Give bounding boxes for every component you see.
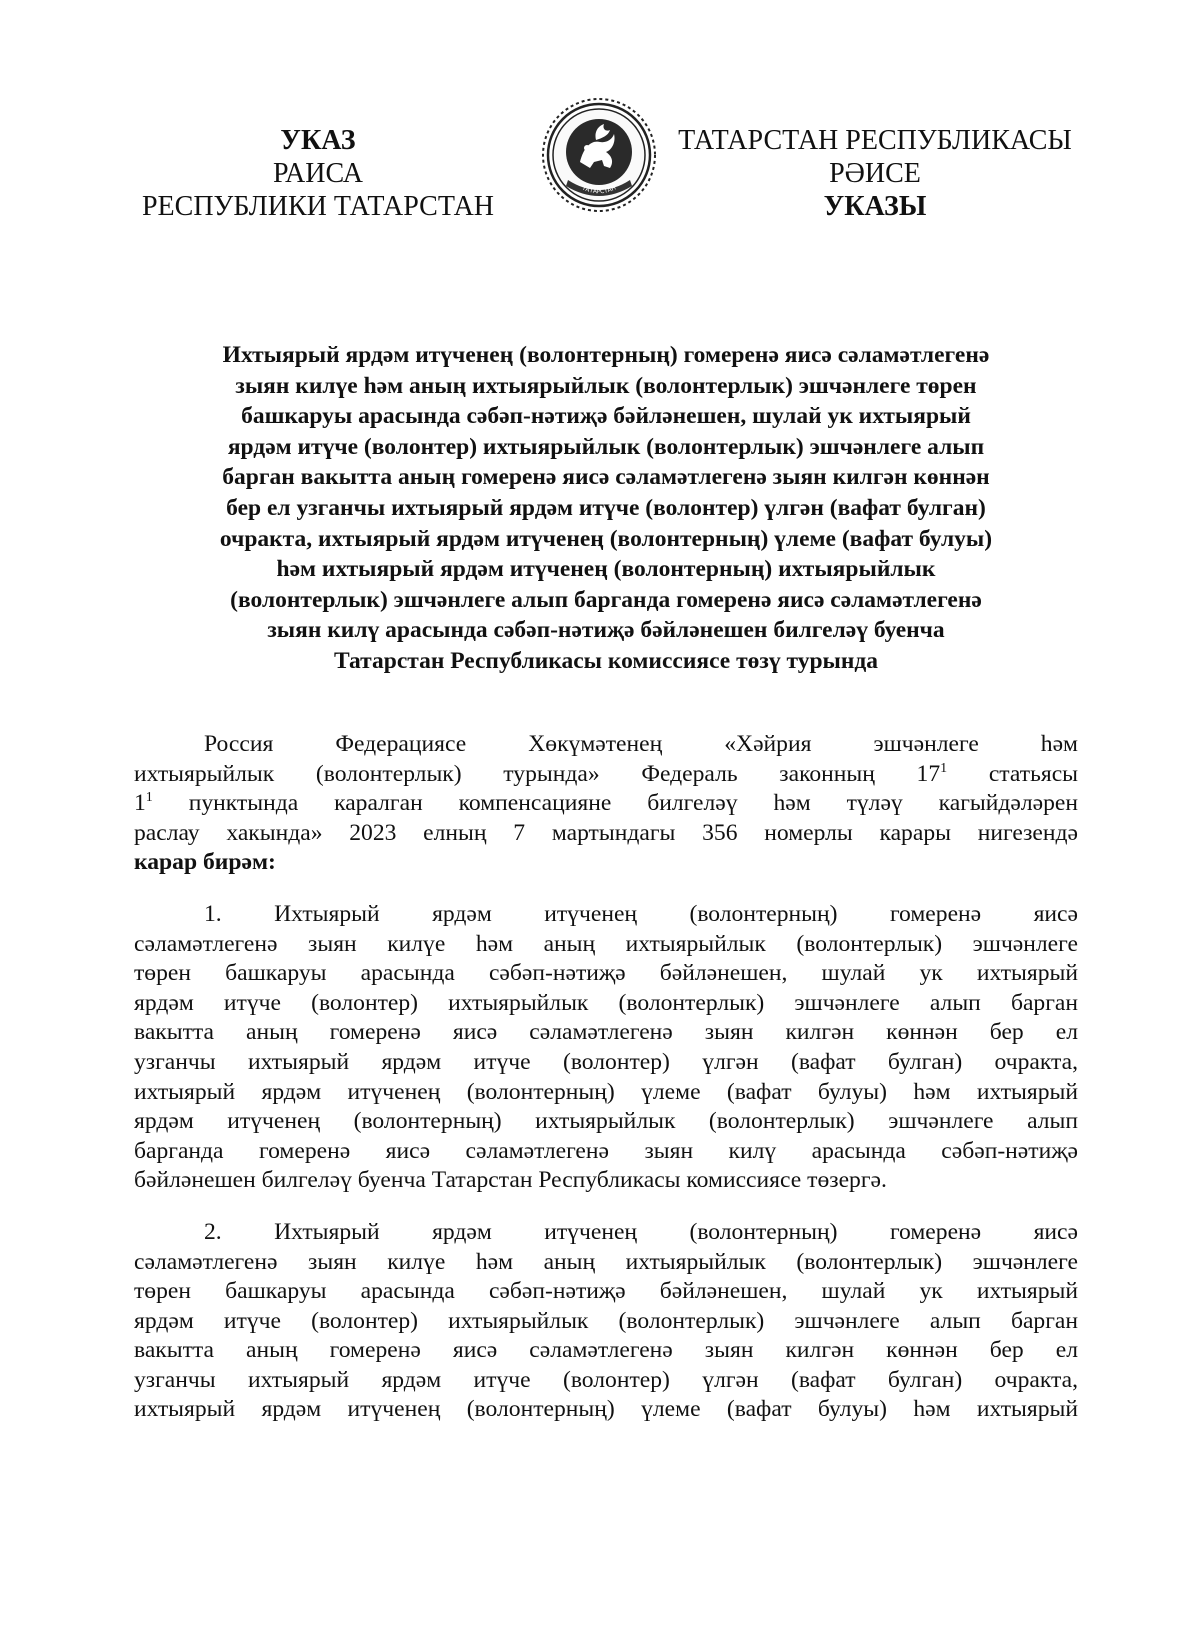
body-line: ярдәм итүче (волонтер) ихтыярыйлык (волонтерлык) эшчәнлеге алып барган	[134, 1307, 1078, 1334]
body-line: сәламәтлегенә зыян килүе һәм аның ихтыярыйлык (волонтерлык) эшчәнлеге	[134, 930, 1078, 957]
header-right-line-2: РӘИСЕ	[829, 158, 921, 189]
superscript: 1	[940, 760, 948, 776]
body-line: ярдәм итүченең (волонтерның) ихтыярыйлык (волонтерлык) эшчәнлеге алып	[134, 1108, 1078, 1135]
header-right-line-3: УКАЗЫ	[823, 191, 927, 222]
body-line: барганда гомеренә яисә сәламәтлегенә зыян килү арасында сәбәп-нәтиҗә	[134, 1137, 1078, 1164]
title-line: бер ел узганчы ихтыярый ярдәм итүче (волонтер) үлгән (вафат булган)	[226, 494, 986, 521]
item-2-paragraph	[134, 1218, 1078, 1425]
title-line: зыян килүе һәм аның ихтыярыйлык (волонтерлык) эшчәнлеге төрен	[235, 372, 977, 399]
title-line: һәм ихтыярый ярдәм итүченең (волонтерның) ихтыярыйлык	[276, 556, 936, 583]
body-line: ихтыярый ярдәм итүченең (волонтерның) үлеме (вафат булуы) һәм ихтыярый	[134, 1078, 1078, 1105]
body-line: төрен башкаруы арасында сәбәп-нәтиҗә бәйләнешен, шулай ук ихтыярый	[134, 1278, 1078, 1305]
body-line: төрен башкаруы арасында сәбәп-нәтиҗә бәйләнешен, шулай ук ихтыярый	[134, 960, 1078, 987]
body-line: узганчы ихтыярый ярдәм итүче (волонтер) үлгән (вафат булган) очракта,	[134, 1048, 1078, 1075]
body-line	[134, 789, 1078, 819]
preamble-paragraph	[134, 730, 1078, 878]
title-line: Ихтыярый ярдәм итүченең (волонтерның) гомеренә яисә сәламәтлегенә	[222, 342, 990, 368]
body-line: 2. Ихтыярый ярдәм итүченең (волонтерның) гомеренә яисә	[204, 1218, 1078, 1245]
superscript: 1	[145, 790, 153, 806]
emblem-ribbon-text: ТАТАРСТАН	[580, 184, 618, 196]
decree-phrase: карар бирәм:	[134, 849, 276, 876]
body-line: ихтыярый ярдәм итүченең (волонтерның) үлеме (вафат булуы) һәм ихтыярый	[134, 1396, 1078, 1423]
body-line: узганчы ихтыярый ярдәм итүче (волонтер) үлгән (вафат булган) очракта,	[134, 1366, 1078, 1393]
header-left-block	[128, 124, 508, 223]
document-title	[130, 340, 1082, 677]
title-line: башкаруы арасында сәбәп-нәтиҗә бәйләнешен, шулай ук ихтыярый	[241, 403, 971, 430]
body-line-text: ихтыярыйлык (волонтерлык) турында» Федераль законның 17	[134, 760, 941, 787]
item-1-paragraph	[134, 900, 1078, 1196]
coat-of-arms-emblem-icon	[540, 96, 658, 214]
header-left-line-1: УКАЗ	[280, 125, 356, 156]
header-left-line-2: РАИСА	[273, 158, 363, 189]
title-line: Татарстан Республикасы комиссиясе төзү турында	[333, 647, 879, 674]
body-line: ярдәм итүче (волонтер) ихтыярыйлык (волонтерлык) эшчәнлеге алып барган	[134, 989, 1078, 1016]
body-line: раслау хакында» 2023 елның 7 мартындагы 356 номерлы карары нигезендә	[134, 819, 1078, 846]
header-right-block	[670, 124, 1080, 223]
header-left-line-3: РЕСПУБЛИКИ ТАТАРСТАН	[141, 191, 495, 222]
body-line: 1. Ихтыярый ярдәм итүченең (волонтерның) гомеренә яисә	[204, 900, 1078, 927]
body-line: Россия Федерациясе Хөкүмәтенең «Хәйрия эшчәнлеге һәм	[204, 731, 1078, 757]
title-line: (волонтерлык) эшчәнлеге алып барганда гомеренә яисә сәламәтлегенә	[230, 586, 982, 613]
body-line	[134, 760, 1078, 790]
body-line-text: статьясы	[947, 760, 1079, 787]
body-line: бәйләнешен билгеләү буенча Татарстан Республикасы комиссиясе төзергә.	[134, 1167, 887, 1194]
body-line: вакытта аның гомеренә яисә сәламәтлегенә зыян килгән көннән бер ел	[134, 1337, 1078, 1364]
body-line-text: пунктында каралган компенсацияне билгеләү һәм түләү кагыйдәләрен	[152, 790, 1078, 817]
title-line: очракта, ихтыярый ярдәм итүченең (волонтерның) үлеме (вафат булуы)	[219, 525, 993, 552]
header-right-line-1: ТАТАРСТАН РЕСПУБЛИКАСЫ	[678, 125, 1072, 156]
title-line: ярдәм итүче (волонтер) ихтыярыйлык (волонтерлык) эшчәнлеге алып	[227, 433, 985, 460]
body-line: вакытта аның гомеренә яисә сәламәтлегенә зыян килгән көннән бер ел	[134, 1019, 1078, 1046]
body-line: сәламәтлегенә зыян килүе һәм аның ихтыярыйлык (волонтерлык) эшчәнлеге	[134, 1248, 1078, 1275]
document-body	[134, 730, 1078, 1447]
title-line: зыян килү арасында сәбәп-нәтиҗә бәйләнешен билгеләү буенча	[267, 617, 945, 644]
title-line: барган вакытта аның гомеренә яисә сәламәтлегенә зыян килгән көннән	[222, 464, 990, 491]
body-line-text: 1	[134, 790, 146, 817]
